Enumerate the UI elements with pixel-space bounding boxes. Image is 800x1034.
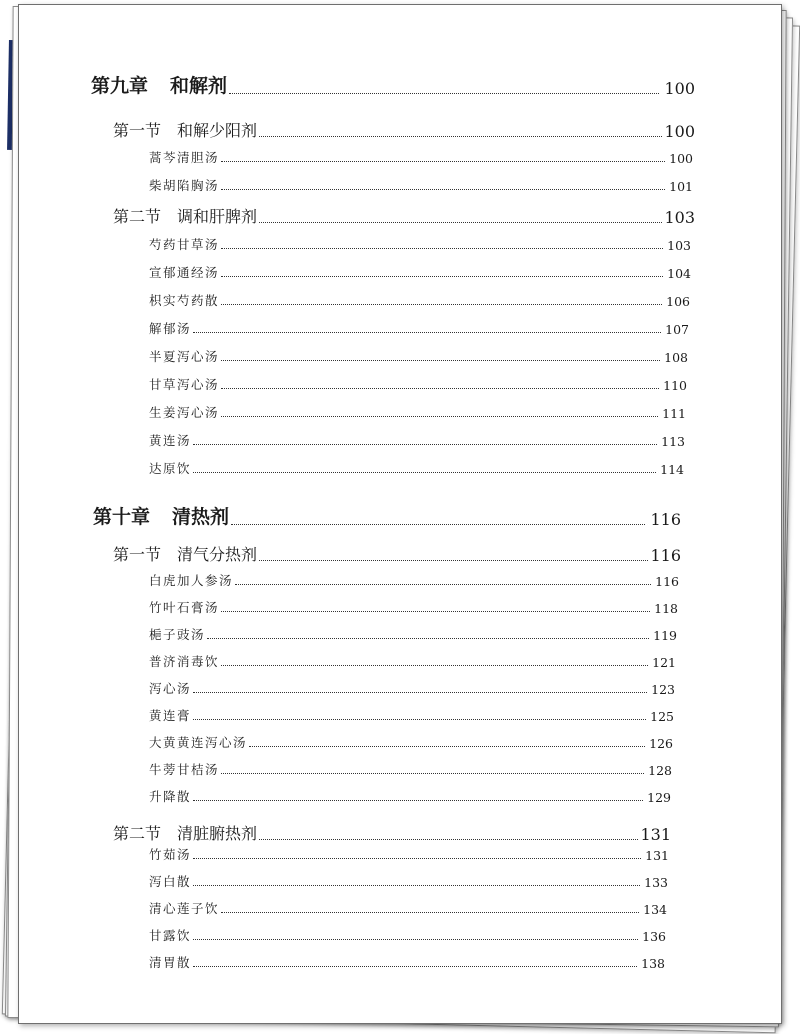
- dot-leader: [193, 885, 640, 886]
- section-title: 清脏腑热剂: [177, 824, 258, 843]
- entry-title: 普济消毒饮: [149, 654, 220, 669]
- dot-leader: [259, 839, 638, 840]
- section-number: 第二节: [113, 207, 162, 226]
- section-heading[interactable]: [113, 118, 695, 141]
- page-number: 128: [648, 763, 672, 778]
- dot-leader: [221, 161, 665, 162]
- page-number: 116: [650, 546, 681, 565]
- toc-entry[interactable]: [149, 733, 673, 751]
- dot-leader: [235, 584, 651, 585]
- toc-entry[interactable]: [149, 679, 675, 697]
- toc-entry[interactable]: [149, 148, 693, 166]
- entry-title: 白虎加人参汤: [149, 573, 234, 588]
- page-number: 133: [644, 875, 668, 890]
- entry-title: 甘草泻心汤: [149, 377, 220, 392]
- page-number: 131: [640, 825, 671, 844]
- chapter-title: 和解剂: [170, 75, 228, 97]
- toc-entry[interactable]: [149, 706, 674, 724]
- section-heading[interactable]: [113, 821, 671, 844]
- page-number: 110: [663, 378, 687, 393]
- page-number: 100: [664, 79, 695, 98]
- entry-title: 梔子豉汤: [149, 627, 206, 642]
- toc-entry[interactable]: [149, 431, 685, 449]
- page-number: 123: [651, 682, 675, 697]
- entry-title: 黄连膏: [149, 708, 192, 723]
- section-title: 清气分热剂: [177, 545, 258, 564]
- entry-title: 泻心汤: [149, 681, 192, 696]
- toc-entry[interactable]: [149, 953, 665, 971]
- toc-entry[interactable]: [149, 872, 668, 890]
- page-number: 100: [664, 122, 695, 141]
- page-number: 138: [641, 956, 665, 971]
- entry-title: 清心莲子饮: [149, 901, 220, 916]
- dot-leader: [207, 638, 649, 639]
- toc-entry[interactable]: [149, 319, 689, 337]
- dot-leader: [193, 800, 643, 801]
- dot-leader: [221, 416, 658, 417]
- section-number: 第一节: [113, 545, 162, 564]
- chapter-number: 第十章: [93, 506, 151, 528]
- toc-entry[interactable]: [149, 625, 677, 643]
- toc-entry[interactable]: [149, 787, 671, 805]
- dot-leader: [193, 692, 647, 693]
- dot-leader: [221, 189, 665, 190]
- entry-title: 泻白散: [149, 874, 192, 889]
- page-number: 136: [642, 929, 666, 944]
- dot-leader: [259, 136, 662, 137]
- page-number: 100: [669, 151, 693, 166]
- entry-title: 竹叶石膏汤: [149, 600, 220, 615]
- toc-entry[interactable]: [149, 375, 687, 393]
- chapter-title: 清热剂: [172, 506, 230, 528]
- dot-leader: [221, 388, 659, 389]
- page-number: 104: [667, 266, 691, 281]
- dot-leader: [259, 222, 662, 223]
- dot-leader: [221, 611, 650, 612]
- dot-leader: [221, 665, 648, 666]
- chapter-10-heading[interactable]: [93, 502, 681, 529]
- dot-leader: [259, 560, 648, 561]
- entry-title: 生姜泻心汤: [149, 405, 220, 420]
- toc-entry[interactable]: [149, 845, 669, 863]
- toc-page: [18, 4, 782, 1024]
- dot-leader: [193, 472, 656, 473]
- dot-leader: [221, 912, 639, 913]
- entry-title: 达原饮: [149, 461, 192, 476]
- dot-leader: [193, 332, 661, 333]
- dot-leader: [193, 939, 638, 940]
- page-number: 108: [664, 350, 688, 365]
- page-number: 129: [647, 790, 671, 805]
- page-number: 119: [653, 628, 677, 643]
- toc-entry[interactable]: [149, 403, 686, 421]
- entry-title: 芍药甘草汤: [149, 237, 220, 252]
- entry-title: 宣郁通经汤: [149, 265, 220, 280]
- section-number: 第二节: [113, 824, 162, 843]
- section-heading[interactable]: [113, 204, 695, 227]
- section-heading[interactable]: [113, 542, 681, 565]
- entry-title: 解郁汤: [149, 321, 192, 336]
- toc-entry[interactable]: [149, 760, 672, 778]
- page-number: 118: [654, 601, 678, 616]
- page-number: 113: [661, 434, 685, 449]
- entry-title: 牛蒡甘桔汤: [149, 762, 220, 777]
- dot-leader: [221, 773, 644, 774]
- dot-leader: [221, 360, 660, 361]
- page-number: 103: [667, 238, 691, 253]
- toc-entry[interactable]: [149, 347, 688, 365]
- entry-title: 枳实芍药散: [149, 293, 220, 308]
- section-number: 第一节: [113, 121, 162, 140]
- page-number: 121: [652, 655, 676, 670]
- entry-title: 清胃散: [149, 955, 192, 970]
- section-title: 调和肝脾剂: [177, 207, 258, 226]
- dot-leader: [193, 444, 657, 445]
- entry-title: 升降散: [149, 789, 192, 804]
- page-number: 116: [650, 510, 681, 529]
- entry-title: 蒿芩清胆汤: [149, 150, 220, 165]
- toc-entry[interactable]: [149, 899, 667, 917]
- toc-entry[interactable]: [149, 926, 666, 944]
- dot-leader: [229, 93, 659, 94]
- page-number: 134: [643, 902, 667, 917]
- dot-leader: [221, 248, 663, 249]
- toc-entry[interactable]: [149, 571, 679, 589]
- entry-title: 甘露饮: [149, 928, 192, 943]
- page-number: 125: [650, 709, 674, 724]
- toc-entry[interactable]: [149, 652, 676, 670]
- page-number: 131: [645, 848, 669, 863]
- dot-leader: [221, 276, 663, 277]
- entry-title: 大黄黄连泻心汤: [149, 735, 248, 750]
- toc-entry[interactable]: [149, 235, 691, 253]
- page-number: 106: [666, 294, 690, 309]
- dot-leader: [193, 719, 646, 720]
- dot-leader: [221, 304, 662, 305]
- entry-title: 半夏泻心汤: [149, 349, 220, 364]
- page-number: 103: [664, 208, 695, 227]
- page-number: 107: [665, 322, 689, 337]
- chapter-9-heading[interactable]: [91, 71, 695, 98]
- entry-title: 黄连汤: [149, 433, 192, 448]
- entry-title: 柴胡陷胸汤: [149, 178, 220, 193]
- page-number: 114: [660, 462, 684, 477]
- toc-entry[interactable]: [149, 176, 693, 194]
- chapter-number: 第九章: [91, 75, 149, 97]
- toc-entry[interactable]: [149, 598, 678, 616]
- toc-entry[interactable]: [149, 459, 684, 477]
- dot-leader: [193, 858, 641, 859]
- entry-title: 竹茹汤: [149, 847, 192, 862]
- page-number: 126: [649, 736, 673, 751]
- dot-leader: [193, 966, 637, 967]
- page-number: 101: [669, 179, 693, 194]
- page-number: 116: [655, 574, 679, 589]
- section-title: 和解少阳剂: [177, 121, 258, 140]
- toc-entry[interactable]: [149, 291, 690, 309]
- toc-entry[interactable]: [149, 263, 691, 281]
- dot-leader: [249, 746, 645, 747]
- dot-leader: [231, 524, 645, 525]
- page-number: 111: [662, 406, 686, 421]
